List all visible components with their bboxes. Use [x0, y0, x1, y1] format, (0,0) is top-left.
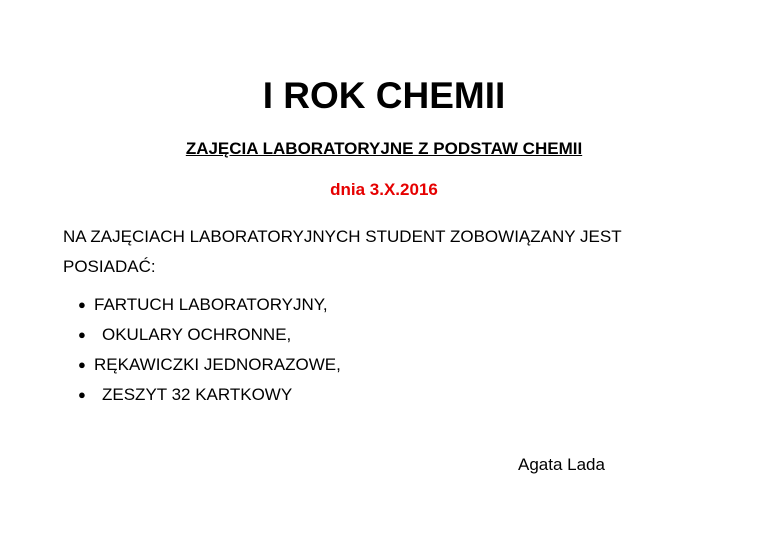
signature: Agata Lada — [518, 455, 605, 474]
list-item-label: OKULARY OCHRONNE, — [102, 325, 292, 344]
bullet-dot-icon: ● — [78, 387, 86, 402]
requirements-list — [78, 290, 341, 410]
list-item — [78, 320, 341, 350]
document-date: dnia 3.X.2016 — [330, 180, 438, 199]
bullet-dot-icon: ● — [78, 297, 86, 312]
list-item-label: FARTUCH LABORATORYJNY, — [94, 295, 328, 314]
document-title: I ROK CHEMII — [262, 75, 506, 116]
list-item-label: RĘKAWICZKI JEDNORAZOWE, — [94, 355, 341, 374]
list-item — [78, 380, 341, 410]
document-intro: NA ZAJĘCIACH LABORATORYJNYCH STUDENT ZOBOWIĄZANY JEST POSIADAĆ: — [63, 227, 622, 276]
bullet-dot-icon: ● — [78, 357, 86, 372]
list-item — [78, 290, 341, 320]
list-item — [78, 350, 341, 380]
document-subtitle: ZAJĘCIA LABORATORYJNE Z PODSTAW CHEMII — [185, 139, 583, 158]
list-item-label: ZESZYT 32 KARTKOWY — [102, 385, 293, 404]
bullet-dot-icon: ● — [78, 327, 86, 342]
